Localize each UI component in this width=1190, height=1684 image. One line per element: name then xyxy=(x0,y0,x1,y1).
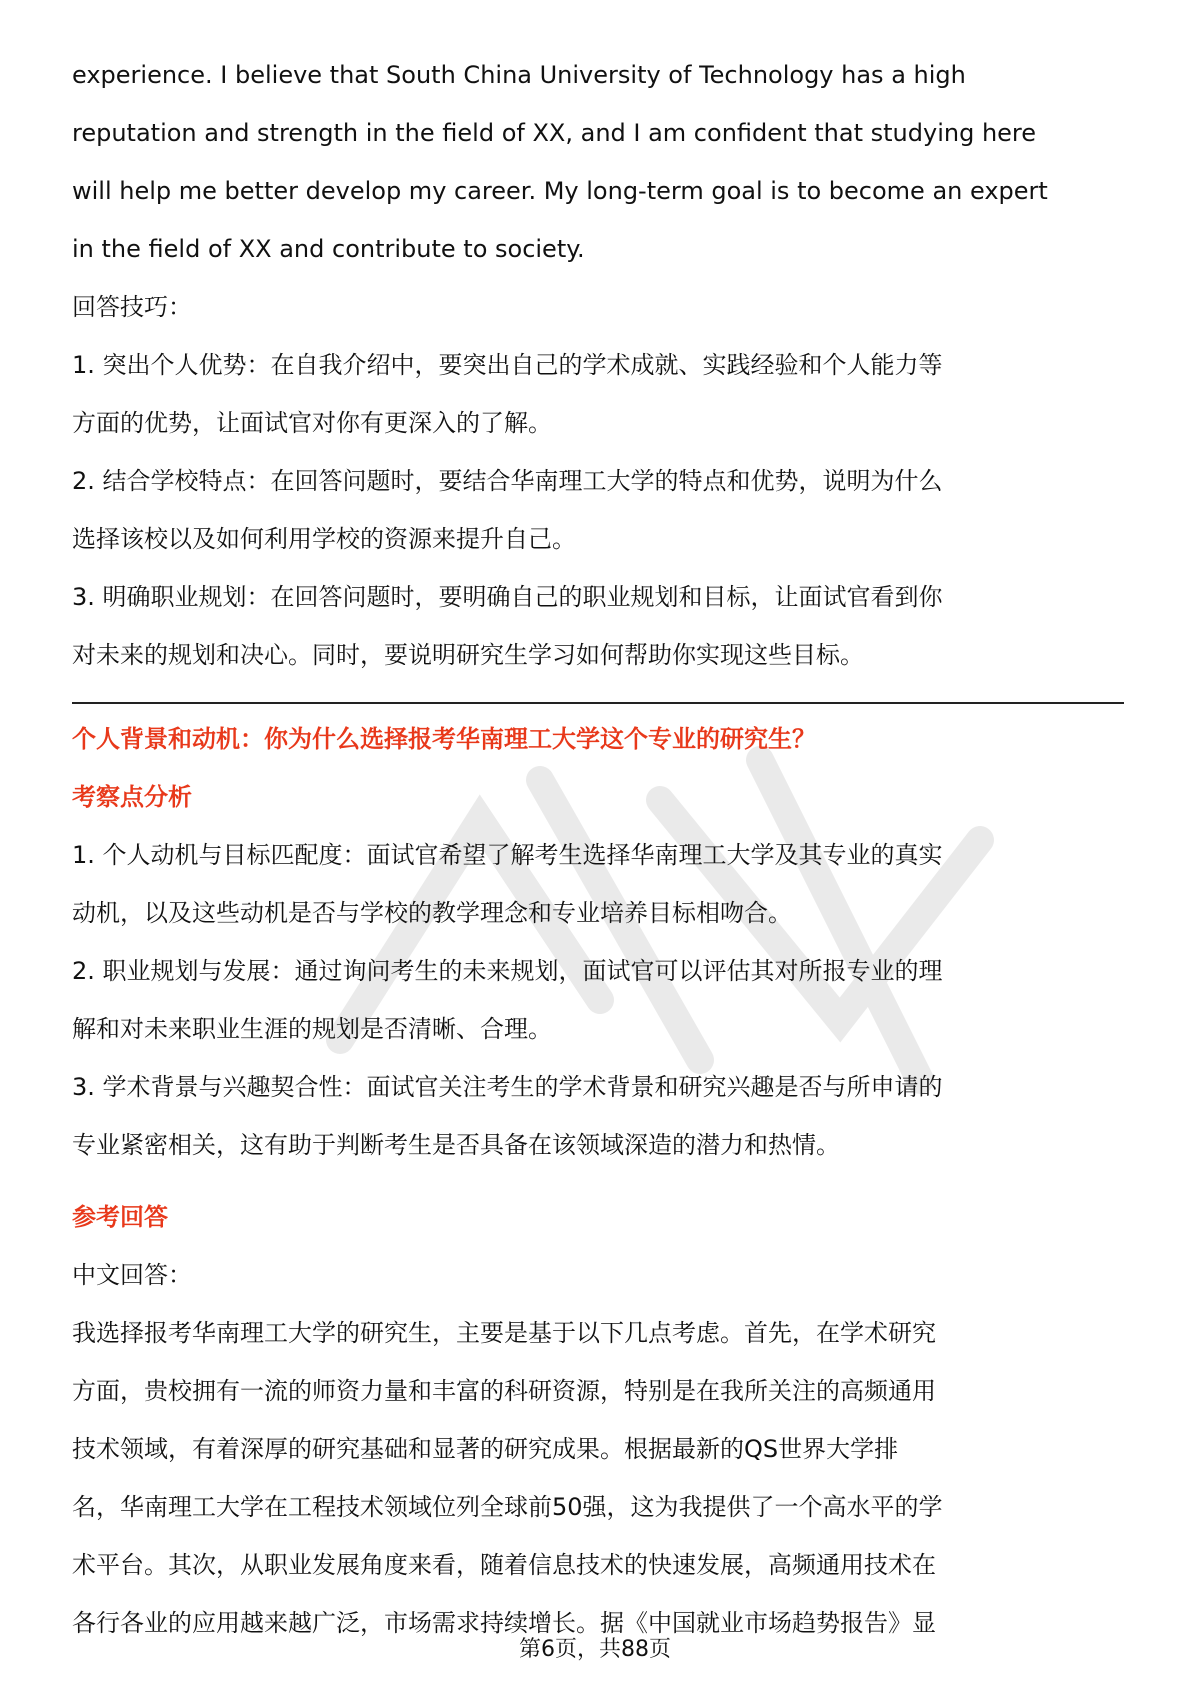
intro-line: will help me better develop my career. My long-term goal is to become an expert xyxy=(72,177,1048,205)
analysis-line: 2. 职业规划与发展：通过询问考生的未来规划，面试官可以评估其对所报专业的理 xyxy=(72,957,943,985)
analysis-line: 3. 学术背景与兴趣契合性：面试官关注考生的学术背景和研究兴趣是否与所申请的 xyxy=(72,1073,943,1101)
tip-line: 2. 结合学校特点：在回答问题时，要结合华南理工大学的特点和优势，说明为什么 xyxy=(72,467,943,495)
intro-line: reputation and strength in the field of XX, and I am confident that studying here xyxy=(72,119,1037,147)
section-divider xyxy=(72,702,1124,704)
tips-heading: 回答技巧： xyxy=(72,293,192,321)
answer-line: 各行各业的应用越来越广泛，市场需求持续增长。据《中国就业市场趋势报告》显 xyxy=(72,1609,936,1637)
page-number: 第6页，共88页 xyxy=(519,1637,671,1662)
analysis-line: 解和对未来职业生涯的规划是否清晰、合理。 xyxy=(72,1015,552,1043)
answer-line: 方面，贵校拥有一流的师资力量和丰富的科研资源，特别是在我所关注的高频通用 xyxy=(72,1377,936,1405)
tip-line: 对未来的规划和决心。同时，要说明研究生学习如何帮助你实现这些目标。 xyxy=(72,641,864,669)
tip-line: 3. 明确职业规划：在回答问题时，要明确自己的职业规划和目标，让面试官看到你 xyxy=(72,583,943,611)
tip-line: 选择该校以及如何利用学校的资源来提升自己。 xyxy=(72,525,576,553)
answer-line: 技术领域，有着深厚的研究基础和显著的研究成果。根据最新的QS世界大学排 xyxy=(72,1435,899,1463)
tip-line: 1. 突出个人优势：在自我介绍中，要突出自己的学术成就、实践经验和个人能力等 xyxy=(72,351,943,379)
tip-line: 方面的优势，让面试官对你有更深入的了解。 xyxy=(72,409,552,437)
answer-line: 名，华南理工大学在工程技术领域位列全球前50强，这为我提供了一个高水平的学 xyxy=(72,1493,943,1521)
intro-line: in the field of XX and contribute to society. xyxy=(72,235,585,263)
answer-line: 术平台。其次，从职业发展角度来看，随着信息技术的快速发展，高频通用技术在 xyxy=(72,1551,936,1579)
analysis-line: 1. 个人动机与目标匹配度：面试官希望了解考生选择华南理工大学及其专业的真实 xyxy=(72,841,943,869)
intro-line: experience. I believe that South China University of Technology has a high xyxy=(72,61,966,89)
analysis-heading: 考察点分析 xyxy=(72,783,192,811)
analysis-line: 专业紧密相关，这有助于判断考生是否具备在该领域深造的潜力和热情。 xyxy=(72,1131,840,1159)
page-content xyxy=(72,46,1124,1652)
question-title: 个人背景和动机：你为什么选择报考华南理工大学这个专业的研究生？ xyxy=(72,725,816,753)
reference-heading: 参考回答 xyxy=(72,1203,168,1231)
chinese-answer-label: 中文回答： xyxy=(72,1261,192,1289)
answer-line: 我选择报考华南理工大学的研究生，主要是基于以下几点考虑。首先，在学术研究 xyxy=(72,1319,936,1347)
analysis-line: 动机，以及这些动机是否与学校的教学理念和专业培养目标相吻合。 xyxy=(72,899,792,927)
